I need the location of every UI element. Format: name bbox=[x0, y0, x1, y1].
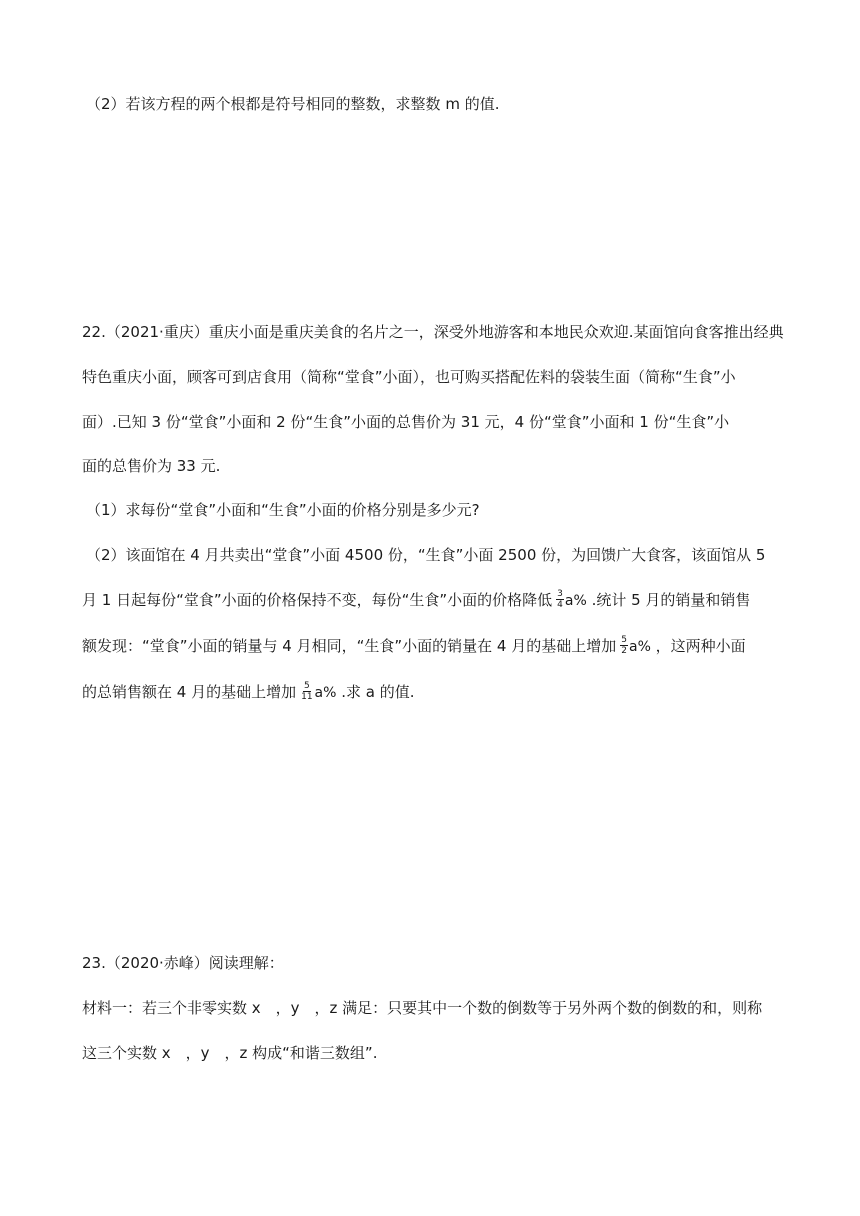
q22-text: .统计 5 月的销量和销售 bbox=[586, 591, 751, 609]
q22-part-2-line-1: （2）该面馆在 4 月共卖出“堂食”小面 4500 份，“生食”小面 2500 份，为回馈广大食客，该面馆从 5 bbox=[86, 546, 766, 564]
q22-text: .求 a 的值. bbox=[336, 683, 415, 701]
q22-part-2-line-3 bbox=[82, 636, 746, 657]
q22-part-2-line-4 bbox=[82, 682, 414, 703]
q23-line-1: 23.（2020·赤峰）阅读理解： bbox=[82, 954, 284, 972]
q23-line-2: 材料一：若三个非零实数 x ，y ，z 满足：只要其中一个数的倒数等于另外两个数的倒数的和，则称 bbox=[82, 999, 763, 1017]
fraction-numerator: 5 bbox=[303, 681, 310, 691]
fraction-numerator: 3 bbox=[557, 589, 563, 599]
fraction-5-11 bbox=[300, 681, 313, 702]
question-21-part-2: （2）若该方程的两个根都是符号相同的整数，求整数 m 的值. bbox=[86, 95, 500, 113]
q22-part-2-line-2 bbox=[82, 590, 750, 611]
percent-a: a% bbox=[564, 593, 587, 609]
fraction-5-2 bbox=[620, 635, 628, 656]
fraction-3-4 bbox=[556, 589, 564, 610]
fraction-denominator: 11 bbox=[301, 692, 313, 702]
fraction-numerator: 5 bbox=[621, 635, 627, 645]
q22-text: 的总销售额在 4 月的基础上增加 bbox=[82, 683, 297, 701]
q23-line-3: 这三个实数 x ，y ，z 构成“和谐三数组”. bbox=[82, 1044, 378, 1062]
fraction-denominator: 2 bbox=[621, 646, 627, 656]
q22-text: 月 1 日起每份“堂食”小面的价格保持不变，每份“生食”小面的价格降低 bbox=[82, 591, 553, 609]
q22-text: ，这两种小面 bbox=[650, 637, 746, 655]
q22-stem-line-2: 特色重庆小面，顾客可到店食用（简称“堂食”小面），也可购买搭配佐料的袋装生面（简称“生食”小 bbox=[82, 368, 736, 386]
q22-stem-line-1: 22.（2021·重庆）重庆小面是重庆美食的名片之一，深受外地游客和本地民众欢迎.某面馆向食客推出经典 bbox=[82, 323, 784, 341]
q22-part-1: （1）求每份“堂食”小面和“生食”小面的价格分别是多少元? bbox=[86, 501, 480, 519]
q22-text: 额发现：“堂食”小面的销量与 4 月相同，“生食”小面的销量在 4 月的基础上增加 bbox=[82, 637, 617, 655]
percent-a: a% bbox=[628, 639, 651, 655]
q22-stem-line-3: 面）.已知 3 份“堂食”小面和 2 份“生食”小面的总售价为 31 元，4 份“堂食”小面和 1 份“生食”小 bbox=[82, 413, 730, 431]
q22-stem-line-4: 面的总售价为 33 元. bbox=[82, 457, 221, 475]
fraction-denominator: 4 bbox=[557, 600, 563, 610]
percent-a: a% bbox=[314, 685, 337, 701]
